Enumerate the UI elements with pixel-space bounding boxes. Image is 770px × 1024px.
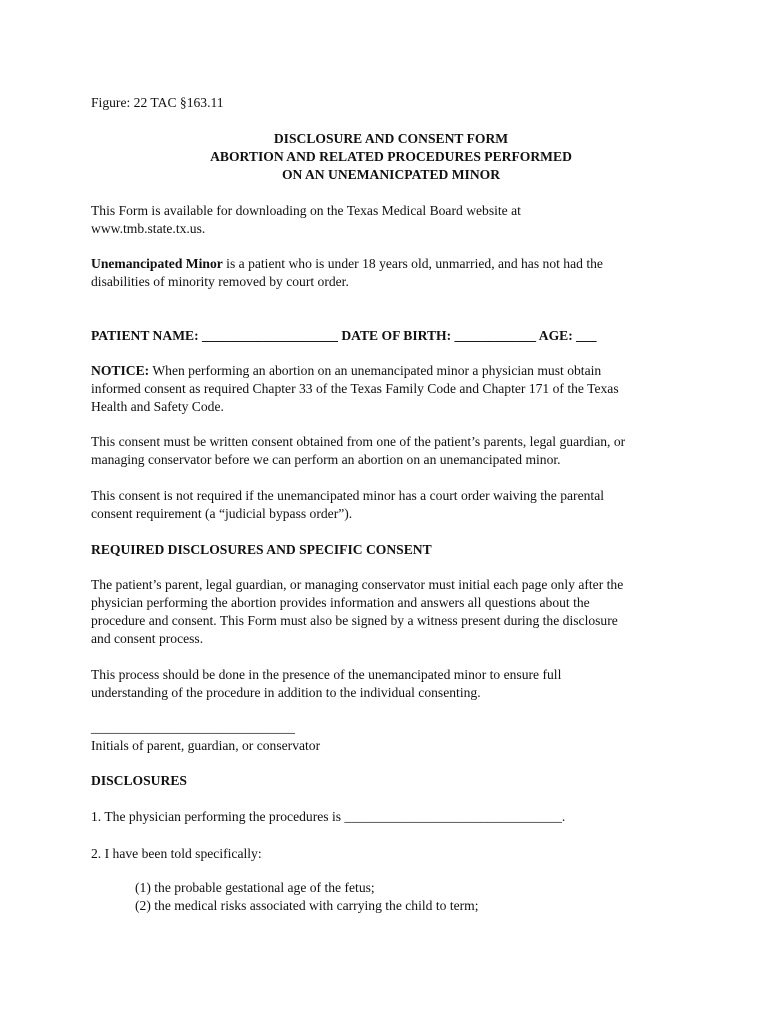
initials-blank[interactable]: ______________________________	[91, 720, 295, 735]
definition-line-2: disabilities of minority removed by court order.	[91, 274, 349, 289]
presence-line-2: understanding of the procedure in addition to the individual consenting.	[91, 685, 481, 700]
notice-label: NOTICE:	[91, 363, 150, 378]
required-disclosures-heading: REQUIRED DISCLOSURES AND SPECIFIC CONSENT	[91, 542, 432, 557]
initial-instruction-line-3: procedure and consent. This Form must also be signed by a witness present during the disclosure	[91, 613, 618, 628]
definition-text: is a patient who is under 18 years old, unmarried, and has not had the	[222, 256, 603, 271]
consent-written-line-2: managing conservator before we can perform an abortion on an unemancipated minor.	[91, 452, 561, 467]
figure-label: Figure: 22 TAC §163.11	[91, 95, 224, 110]
consent-not-required-line-2: consent requirement (a “judicial bypass order”).	[91, 506, 353, 521]
form-title-line-1: DISCLOSURE AND CONSENT FORM	[273, 131, 509, 146]
consent-written-line-1: This consent must be written consent obtained from one of the patient’s parents, legal guardian, or	[91, 434, 626, 449]
disclosures-heading: DISCLOSURES	[91, 773, 187, 788]
availability-line-2: www.tmb.state.tx.us.	[91, 221, 206, 236]
initial-instruction-line-2: physician performing the abortion provides information and answers all questions about the	[91, 595, 590, 610]
definition-term: Unemancipated Minor	[91, 256, 223, 271]
notice-text: When performing an abortion on an unemancipated minor a physician must obtain	[149, 363, 602, 378]
definition-line-1	[91, 255, 603, 273]
consent-not-required-line-1: This consent is not required if the unemancipated minor has a court order waiving the parental	[91, 488, 604, 503]
notice-line-3: Health and Safety Code.	[91, 399, 224, 414]
form-title-line-3: ON AN UNEMANICPATED MINOR	[281, 167, 501, 182]
presence-line-1: This process should be done in the presence of the unemancipated minor to ensure full	[91, 667, 562, 682]
disclosure-subitem-2: (2) the medical risks associated with carrying the child to term;	[135, 898, 479, 913]
notice-line-2: informed consent as required Chapter 33 of the Texas Family Code and Chapter 171 of the Texas	[91, 381, 619, 396]
patient-info-line: PATIENT NAME: ____________________ DATE OF BIRTH: ____________ AGE: ___	[91, 328, 597, 343]
disclosure-subitem-1: (1) the probable gestational age of the fetus;	[135, 880, 375, 895]
form-title-line-2: ABORTION AND RELATED PROCEDURES PERFORMED	[210, 149, 572, 164]
disclosure-item-1: 1. The physician performing the procedures is ________________________________.	[91, 809, 566, 824]
initials-label: Initials of parent, guardian, or conservator	[91, 738, 321, 753]
availability-line-1: This Form is available for downloading on the Texas Medical Board website at	[91, 203, 521, 218]
notice-line-1	[91, 362, 601, 380]
initial-instruction-line-1: The patient’s parent, legal guardian, or managing conservator must initial each page only after the	[91, 577, 624, 592]
disclosure-item-2: 2. I have been told specifically:	[91, 846, 262, 861]
initial-instruction-line-4: and consent process.	[91, 631, 204, 646]
